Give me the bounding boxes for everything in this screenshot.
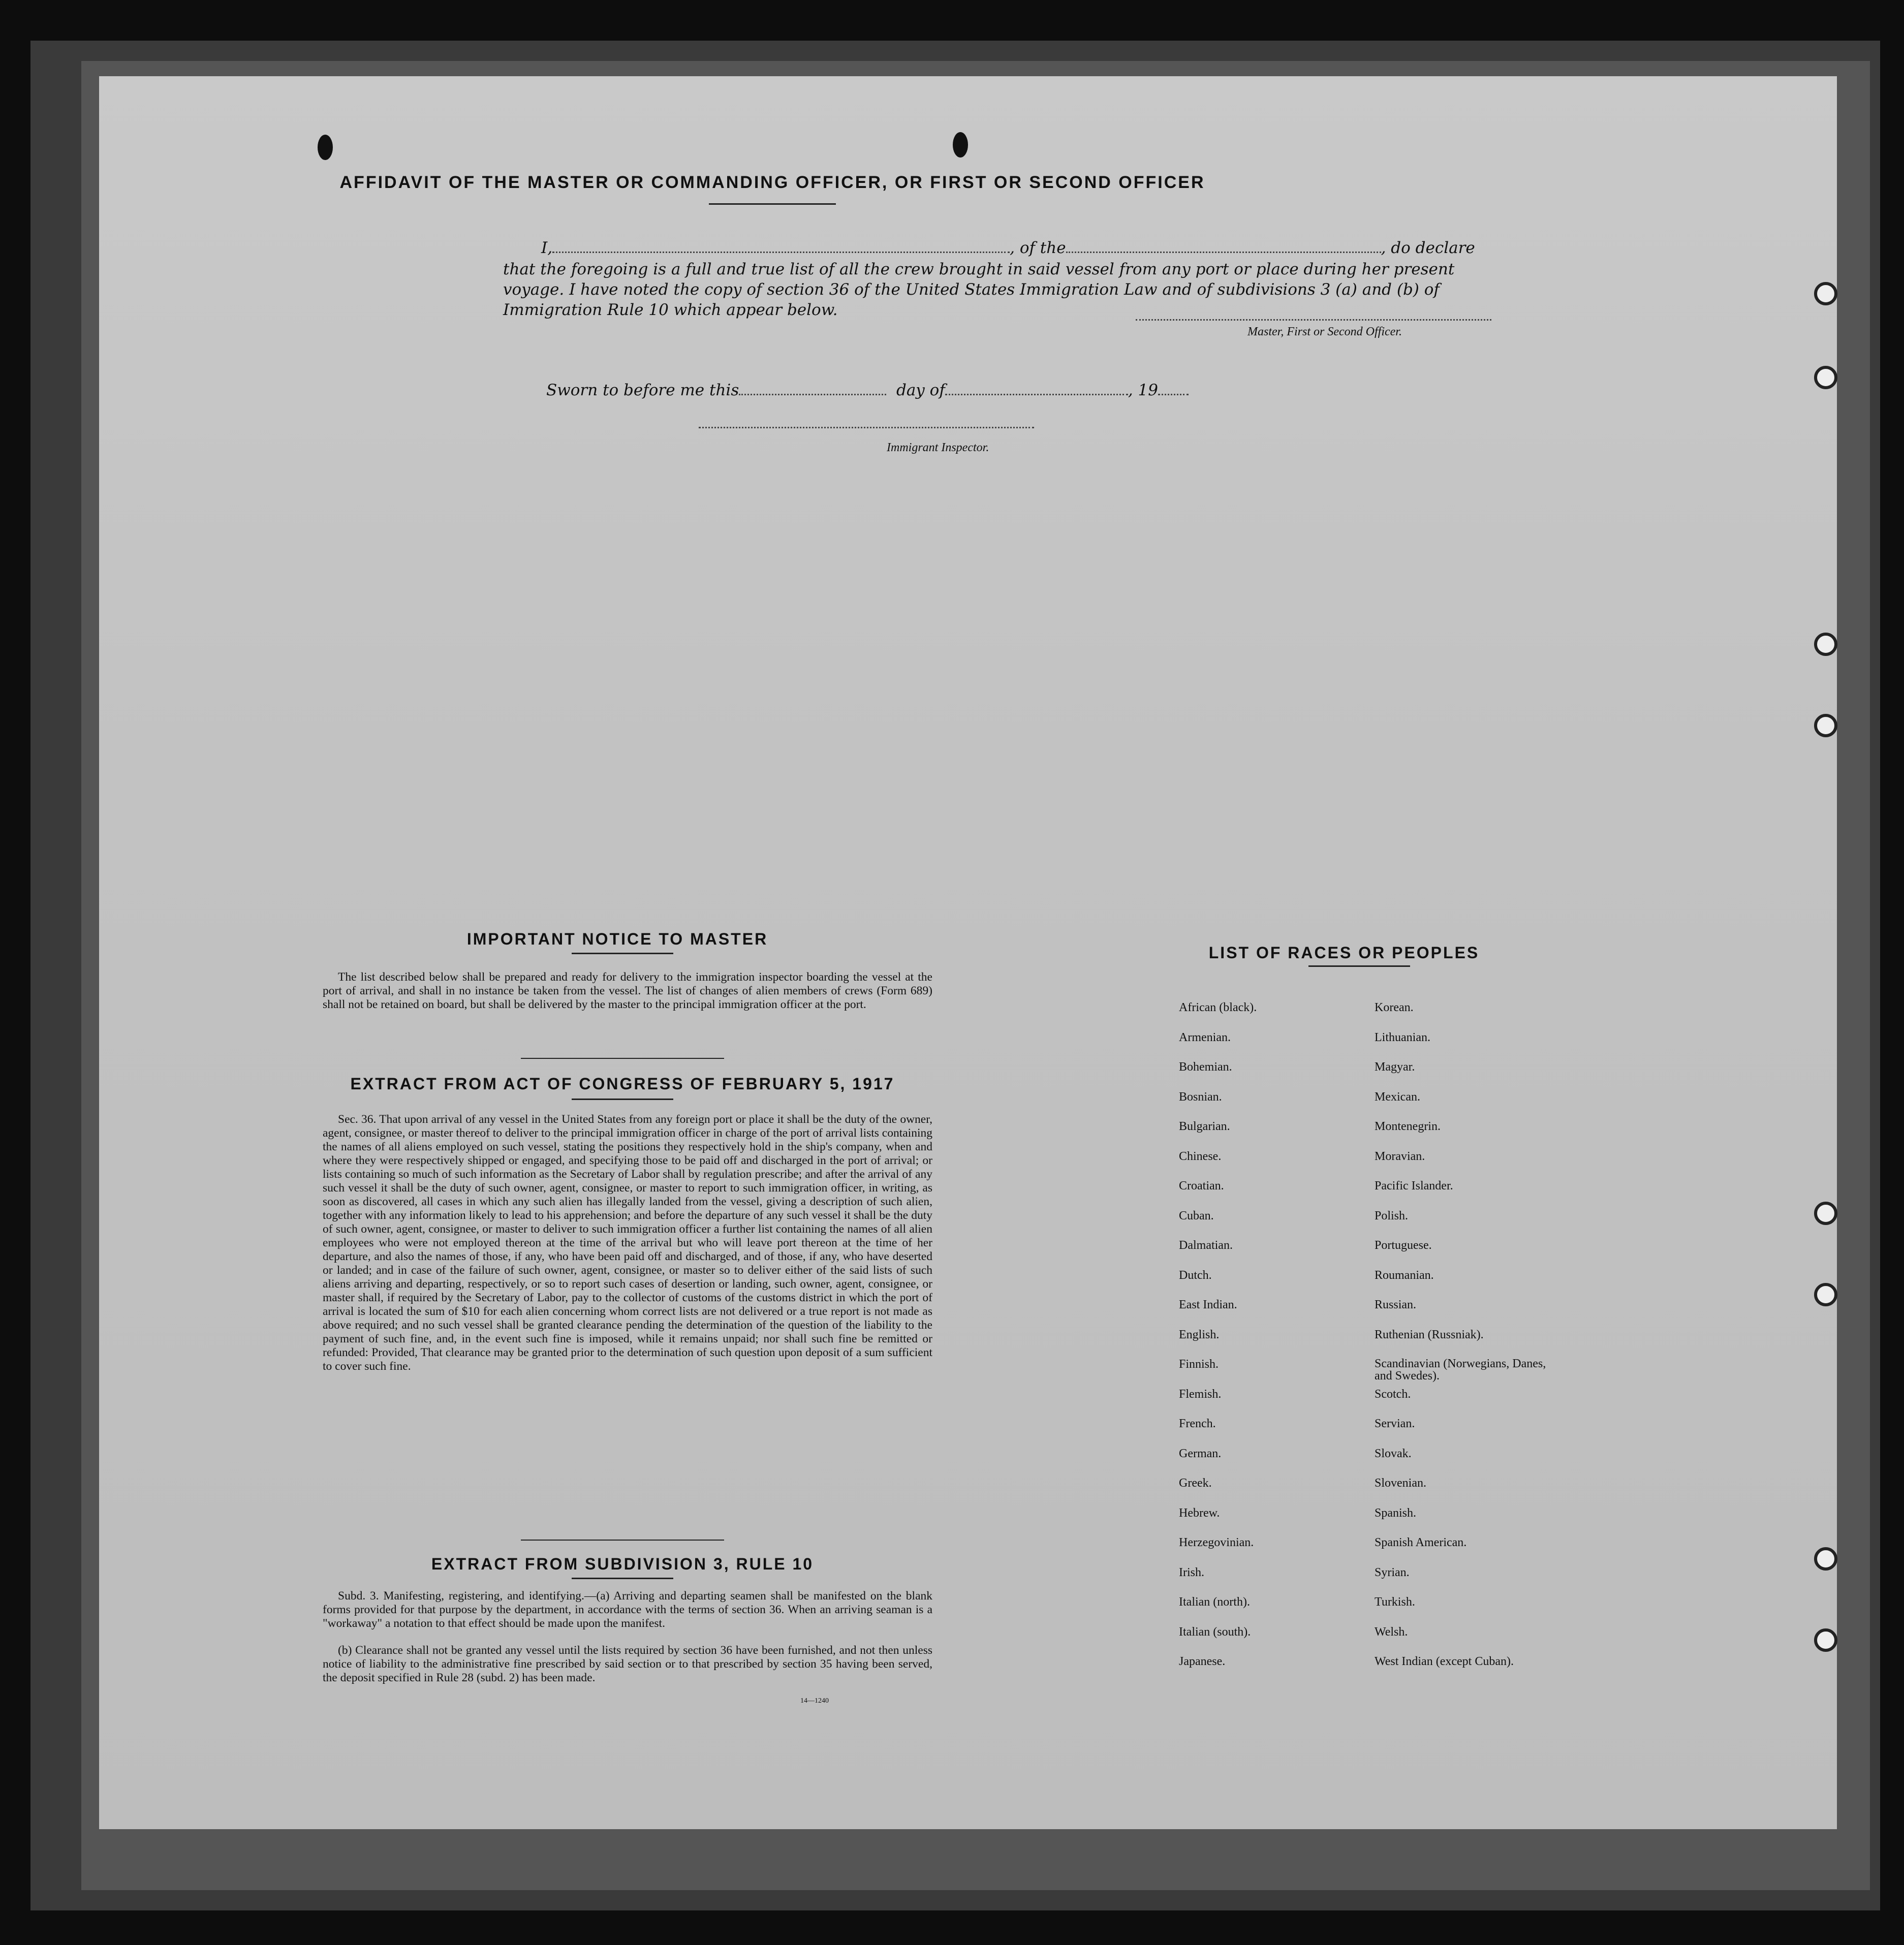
race-item: Welsh. (1375, 1625, 1408, 1639)
affidavit-of-the: , of the (1010, 239, 1066, 257)
race-item: Turkish. (1375, 1595, 1415, 1609)
notice-title: IMPORTANT NOTICE TO MASTER (466, 930, 768, 948)
binder-ring (1814, 1283, 1837, 1306)
signature-caption: Master, First or Second Officer. (1247, 325, 1402, 338)
race-item: Finnish. (1179, 1358, 1219, 1371)
race-item: Scandinavian (Norwegians, Danes, and Swedes). (1375, 1357, 1546, 1383)
sworn-line (546, 381, 1258, 399)
race-item: Portuguese. (1375, 1239, 1432, 1252)
race-item: Armenian. (1179, 1030, 1231, 1044)
race-item: Hebrew. (1179, 1506, 1220, 1520)
extract-title: EXTRACT FROM ACT OF CONGRESS OF FEBRUARY 5, 1917 (350, 1075, 895, 1093)
inspector-blank[interactable] (699, 427, 1034, 428)
race-item: Pacific Islander. (1375, 1179, 1453, 1193)
binder-ring (1814, 1547, 1837, 1571)
affidavit-line-2: that the foregoing is a full and true list of all the crew brought in said vessel from any port or place during her present (503, 260, 1455, 278)
vessel-blank[interactable] (1066, 252, 1381, 253)
affidavit-i: I, (541, 239, 553, 257)
notice-body: The list described below shall be prepared and ready for delivery to the immigration inspector boarding the vessel at the port of arrival, and shall in no instance be taken from the vessel. The list of changes of alien members of crews (Form 689) shall not be retained on board, but shall be delivered by the master to the principal immigration officer at the port. (323, 970, 932, 1011)
race-item: Japanese. (1179, 1655, 1226, 1668)
subdivision-underline (572, 1578, 673, 1579)
name-blank[interactable] (552, 252, 1010, 253)
subdivision-paragraph-a: Subd. 3. Manifesting, registering, and identifying.—(a) Arriving and departing seamen shall be manifested on the blank forms provided for that purpose by the department, in accordance with the terms of section 36. When an arriving seaman is a "workaway" a notation to that effect should be made upon the manifest. (323, 1589, 932, 1630)
race-item: Dutch. (1179, 1268, 1212, 1282)
race-item: Slovak. (1375, 1447, 1412, 1460)
race-item: German. (1179, 1447, 1222, 1460)
race-item: Croatian. (1179, 1179, 1224, 1193)
form-number: 14—1240 (800, 1697, 829, 1705)
race-item: English. (1179, 1328, 1220, 1341)
race-item: French. (1179, 1417, 1216, 1430)
race-item: Russian. (1375, 1298, 1417, 1311)
race-item: Greek. (1179, 1477, 1212, 1490)
race-item: Chinese. (1179, 1149, 1222, 1163)
inspector-caption: Immigrant Inspector. (887, 441, 989, 454)
race-item: African (black). (1179, 1001, 1257, 1014)
race-item: Slovenian. (1375, 1477, 1426, 1490)
day-of-text: day of (896, 381, 945, 399)
affidavit-line-3: voyage. I have noted the copy of section 36 of the United States Immigration Law and of subdivisions 3 (a) and (b) of (503, 280, 1440, 299)
race-item: Flemish. (1179, 1387, 1222, 1401)
subdivision-paragraph-b: (b) Clearance shall not be granted any vessel until the lists required by section 36 have been furnished, and not then unless notice of liability to the administrative fine prescribed by said section or to that prescribed by section 35 having been served, the deposit specified in Rule 28 (subd. 2) has been made. (323, 1644, 932, 1684)
race-item: Magyar. (1375, 1060, 1415, 1074)
punch-hole (318, 135, 333, 160)
race-item: Korean. (1375, 1001, 1414, 1014)
affidavit-line-1 (541, 239, 1517, 257)
race-item: Polish. (1375, 1209, 1409, 1222)
race-item: Mexican. (1375, 1090, 1420, 1104)
notice-underline (572, 953, 673, 954)
binder-ring (1814, 1628, 1837, 1652)
race-item: Servian. (1375, 1417, 1415, 1430)
sworn-month-blank[interactable] (945, 394, 1128, 395)
section-divider (521, 1058, 724, 1059)
manifest-sheet (99, 76, 1837, 1829)
year-prefix: , 19 (1128, 381, 1158, 399)
race-item: Montenegrin. (1375, 1120, 1441, 1133)
race-item: Scotch. (1375, 1387, 1411, 1401)
binder-ring (1814, 633, 1837, 656)
affidavit-line-4: Immigration Rule 10 which appear below. (503, 301, 838, 319)
sworn-day-blank[interactable] (739, 394, 886, 395)
sworn-text: Sworn to before me this (546, 381, 739, 399)
signature-blank[interactable] (1136, 319, 1491, 321)
race-item: West Indian (except Cuban). (1375, 1655, 1514, 1668)
race-item: Roumanian. (1375, 1268, 1434, 1282)
race-item: Bosnian. (1179, 1090, 1222, 1104)
race-item: Ruthenian (Russniak). (1375, 1328, 1484, 1341)
race-item: East Indian. (1179, 1298, 1237, 1311)
extract-body: Sec. 36. That upon arrival of any vessel in the United States from any foreign port or place it shall be the duty of the owner, agent, consignee, or master thereof to deliver to the principal immigration officer in charge of the port of arrival lists containing the names of all aliens employed on such vessel, stating the positions they respectively hold in the ship's company, when and where they were respectively shipped or engaged, and specifying those to be paid off and discharged in the port of arrival; or lists containing so much of such information as the Secretary of Labor shall by regulation prescribe; and after the arrival of any such vessel it shall be the duty of such owner, agent, consignee, or master to report to such immigration officer, in writing, as soon as discovered, all cases in which any such alien has illegally landed from the vessel, giving a description of such alien, together with any information likely to lead to his apprehension; and before the departure of any such vessel it shall be the duty of such owner, agent, consignee, or master to deliver to such immigration officer a further list containing the names of all alien employees who were not employed thereon at the time of the arrival but who will leave port thereon at the time of her departure, and also the names of those, if any, who have been paid off and discharged, and of those, if any, who have deserted or landed; and in case of the failure of such owner, agent, consignee, or master so to deliver either of the said lists of such aliens arriving and departing, respectively, or so to report such cases of desertion or landing, such owner, agent, consignee, or master shall, if required by the Secretary of Labor, pay to the collector of customs of the customs district in which the port of arrival is located the sum of $10 for each alien concerning whom correct lists are not delivered or a true report is not made as above required; and no such vessel shall be granted clearance pending the determination of the question of the liability to the payment of such fine, and, in the event such fine is imposed, while it remains unpaid; nor shall such fine be remitted or refunded: Provided, That clearance may be granted prior to the determination of such question upon deposit of a sum sufficient to cover such fine. (323, 1113, 932, 1373)
extract-underline (572, 1099, 673, 1100)
binder-ring (1814, 1202, 1837, 1225)
race-item: Dalmatian. (1179, 1239, 1233, 1252)
title-underline (709, 203, 836, 205)
punch-hole (953, 132, 968, 158)
race-item: Irish. (1179, 1565, 1204, 1579)
binder-ring (1814, 282, 1837, 305)
races-title: LIST OF RACES OR PEOPLES (1208, 944, 1480, 962)
race-item: Bohemian. (1179, 1060, 1232, 1074)
race-item: Spanish. (1375, 1506, 1417, 1520)
section-divider (521, 1540, 724, 1541)
race-item: Italian (south). (1179, 1625, 1251, 1639)
race-item: Moravian. (1375, 1149, 1425, 1163)
affidavit-title: AFFIDAVIT OF THE MASTER OR COMMANDING OFFICER, OR FIRST OR SECOND OFFICER (339, 173, 1205, 192)
race-item: Spanish American. (1375, 1536, 1467, 1549)
race-item: Syrian. (1375, 1565, 1410, 1579)
races-underline (1308, 965, 1410, 967)
binder-ring (1814, 714, 1837, 737)
race-item: Italian (north). (1179, 1595, 1250, 1609)
race-item: Herzegovinian. (1179, 1536, 1254, 1549)
race-item: Bulgarian. (1179, 1120, 1230, 1133)
race-item: Lithuanian. (1375, 1030, 1430, 1044)
subdivision-title: EXTRACT FROM SUBDIVISION 3, RULE 10 (431, 1555, 814, 1573)
affidavit-do-declare: , do declare (1381, 239, 1475, 257)
race-item: Cuban. (1179, 1209, 1214, 1222)
binder-ring (1814, 366, 1837, 389)
sworn-year-blank[interactable] (1158, 394, 1189, 395)
